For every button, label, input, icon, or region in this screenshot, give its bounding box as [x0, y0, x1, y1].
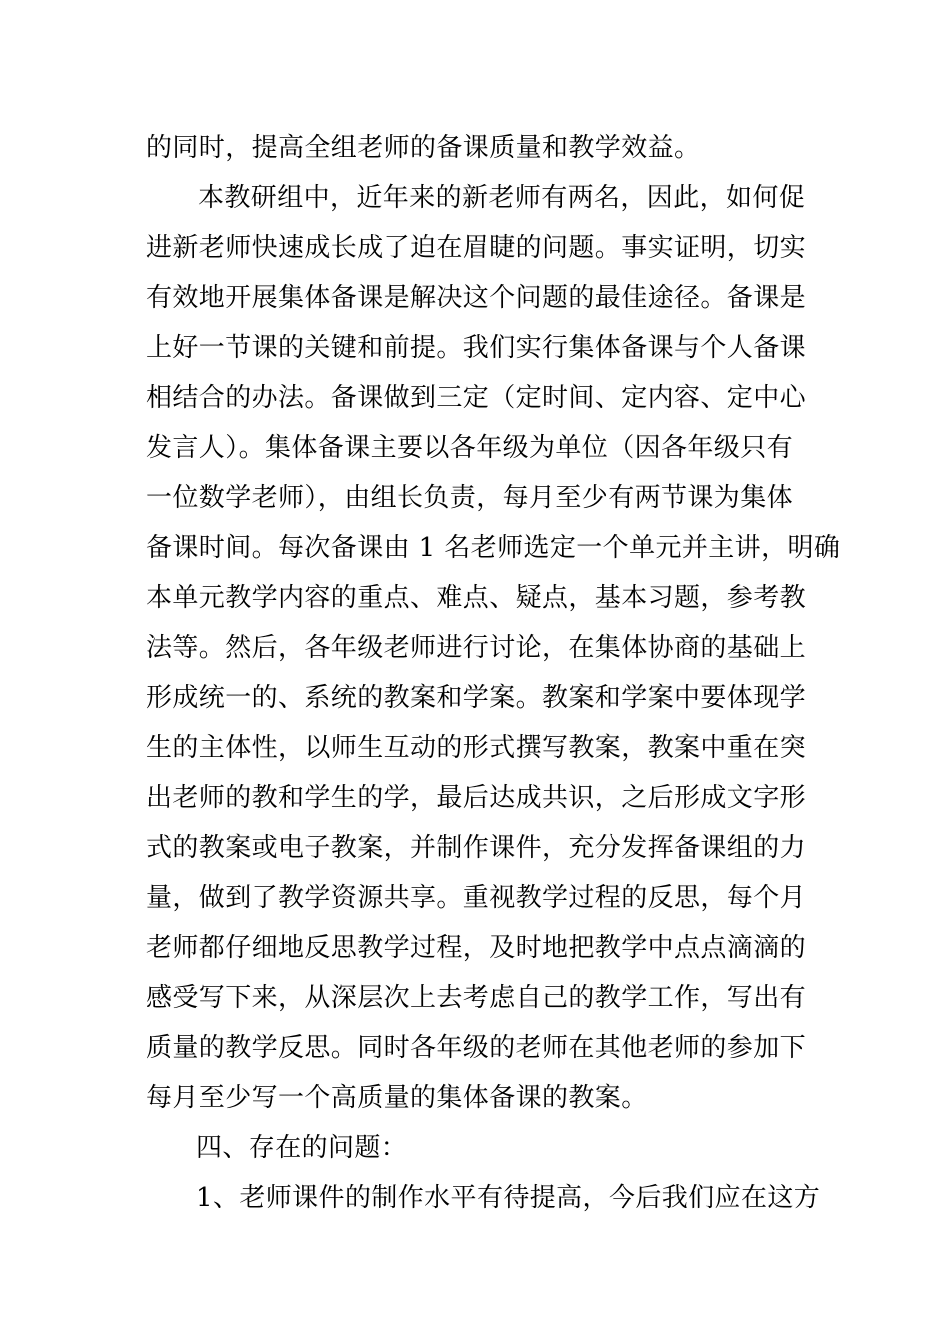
- list-item: 1、老师课件的制作水平有待提高，今后我们应在这方: [196, 1183, 821, 1213]
- paragraph-line: 质量的教学反思。同时各年级的老师在其他老师的参加下: [146, 1033, 807, 1063]
- paragraph-line: 本教研组中，近年来的新老师有两名，因此，如何促: [198, 183, 806, 213]
- paragraph-line: 本单元教学内容的重点、难点、疑点，基本习题，参考教: [146, 583, 807, 613]
- paragraph-line: 法等。然后，各年级老师进行讨论，在集体协商的基础上: [146, 633, 807, 663]
- paragraph-line: 的同时，提高全组老师的备课质量和教学效益。: [146, 133, 701, 163]
- paragraph-line: 量，做到了教学资源共享。重视教学过程的反思，每个月: [146, 883, 807, 913]
- paragraph-line: 有效地开展集体备课是解决这个问题的最佳途径。备课是: [146, 283, 807, 313]
- section-heading: 四、存在的问题：: [196, 1133, 408, 1163]
- paragraph-line: 出老师的教和学生的学，最后达成共识，之后形成文字形: [146, 783, 807, 813]
- paragraph-line: 上好一节课的关键和前提。我们实行集体备课与个人备课: [146, 333, 807, 363]
- paragraph-line: 每月至少写一个高质量的集体备课的教案。: [146, 1083, 648, 1113]
- paragraph-line: 老师都仔细地反思教学过程，及时地把教学中点点滴滴的: [146, 933, 807, 963]
- paragraph-line: 生的主体性，以师生互动的形式撰写教案，教案中重在突: [146, 733, 807, 763]
- paragraph-line: 备课时间。每次备课由 1 名老师选定一个单元并主讲，明确: [146, 533, 841, 563]
- paragraph-line: 形成统一的、系统的教案和学案。教案和学案中要体现学: [146, 683, 807, 713]
- paragraph-line: 相结合的办法。备课做到三定（定时间、定内容、定中心: [146, 383, 807, 413]
- paragraph-line: 进新老师快速成长成了迫在眉睫的问题。事实证明，切实: [146, 233, 807, 263]
- paragraph-line: 一位数学老师），由组长负责，每月至少有两节课为集体: [146, 483, 794, 513]
- paragraph-line: 感受写下来，从深层次上去考虑自己的教学工作，写出有: [146, 983, 807, 1013]
- paragraph-line: 发言人）。集体备课主要以各年级为单位（因各年级只有: [146, 433, 794, 463]
- paragraph-line: 式的教案或电子教案，并制作课件，充分发挥备课组的力: [146, 833, 807, 863]
